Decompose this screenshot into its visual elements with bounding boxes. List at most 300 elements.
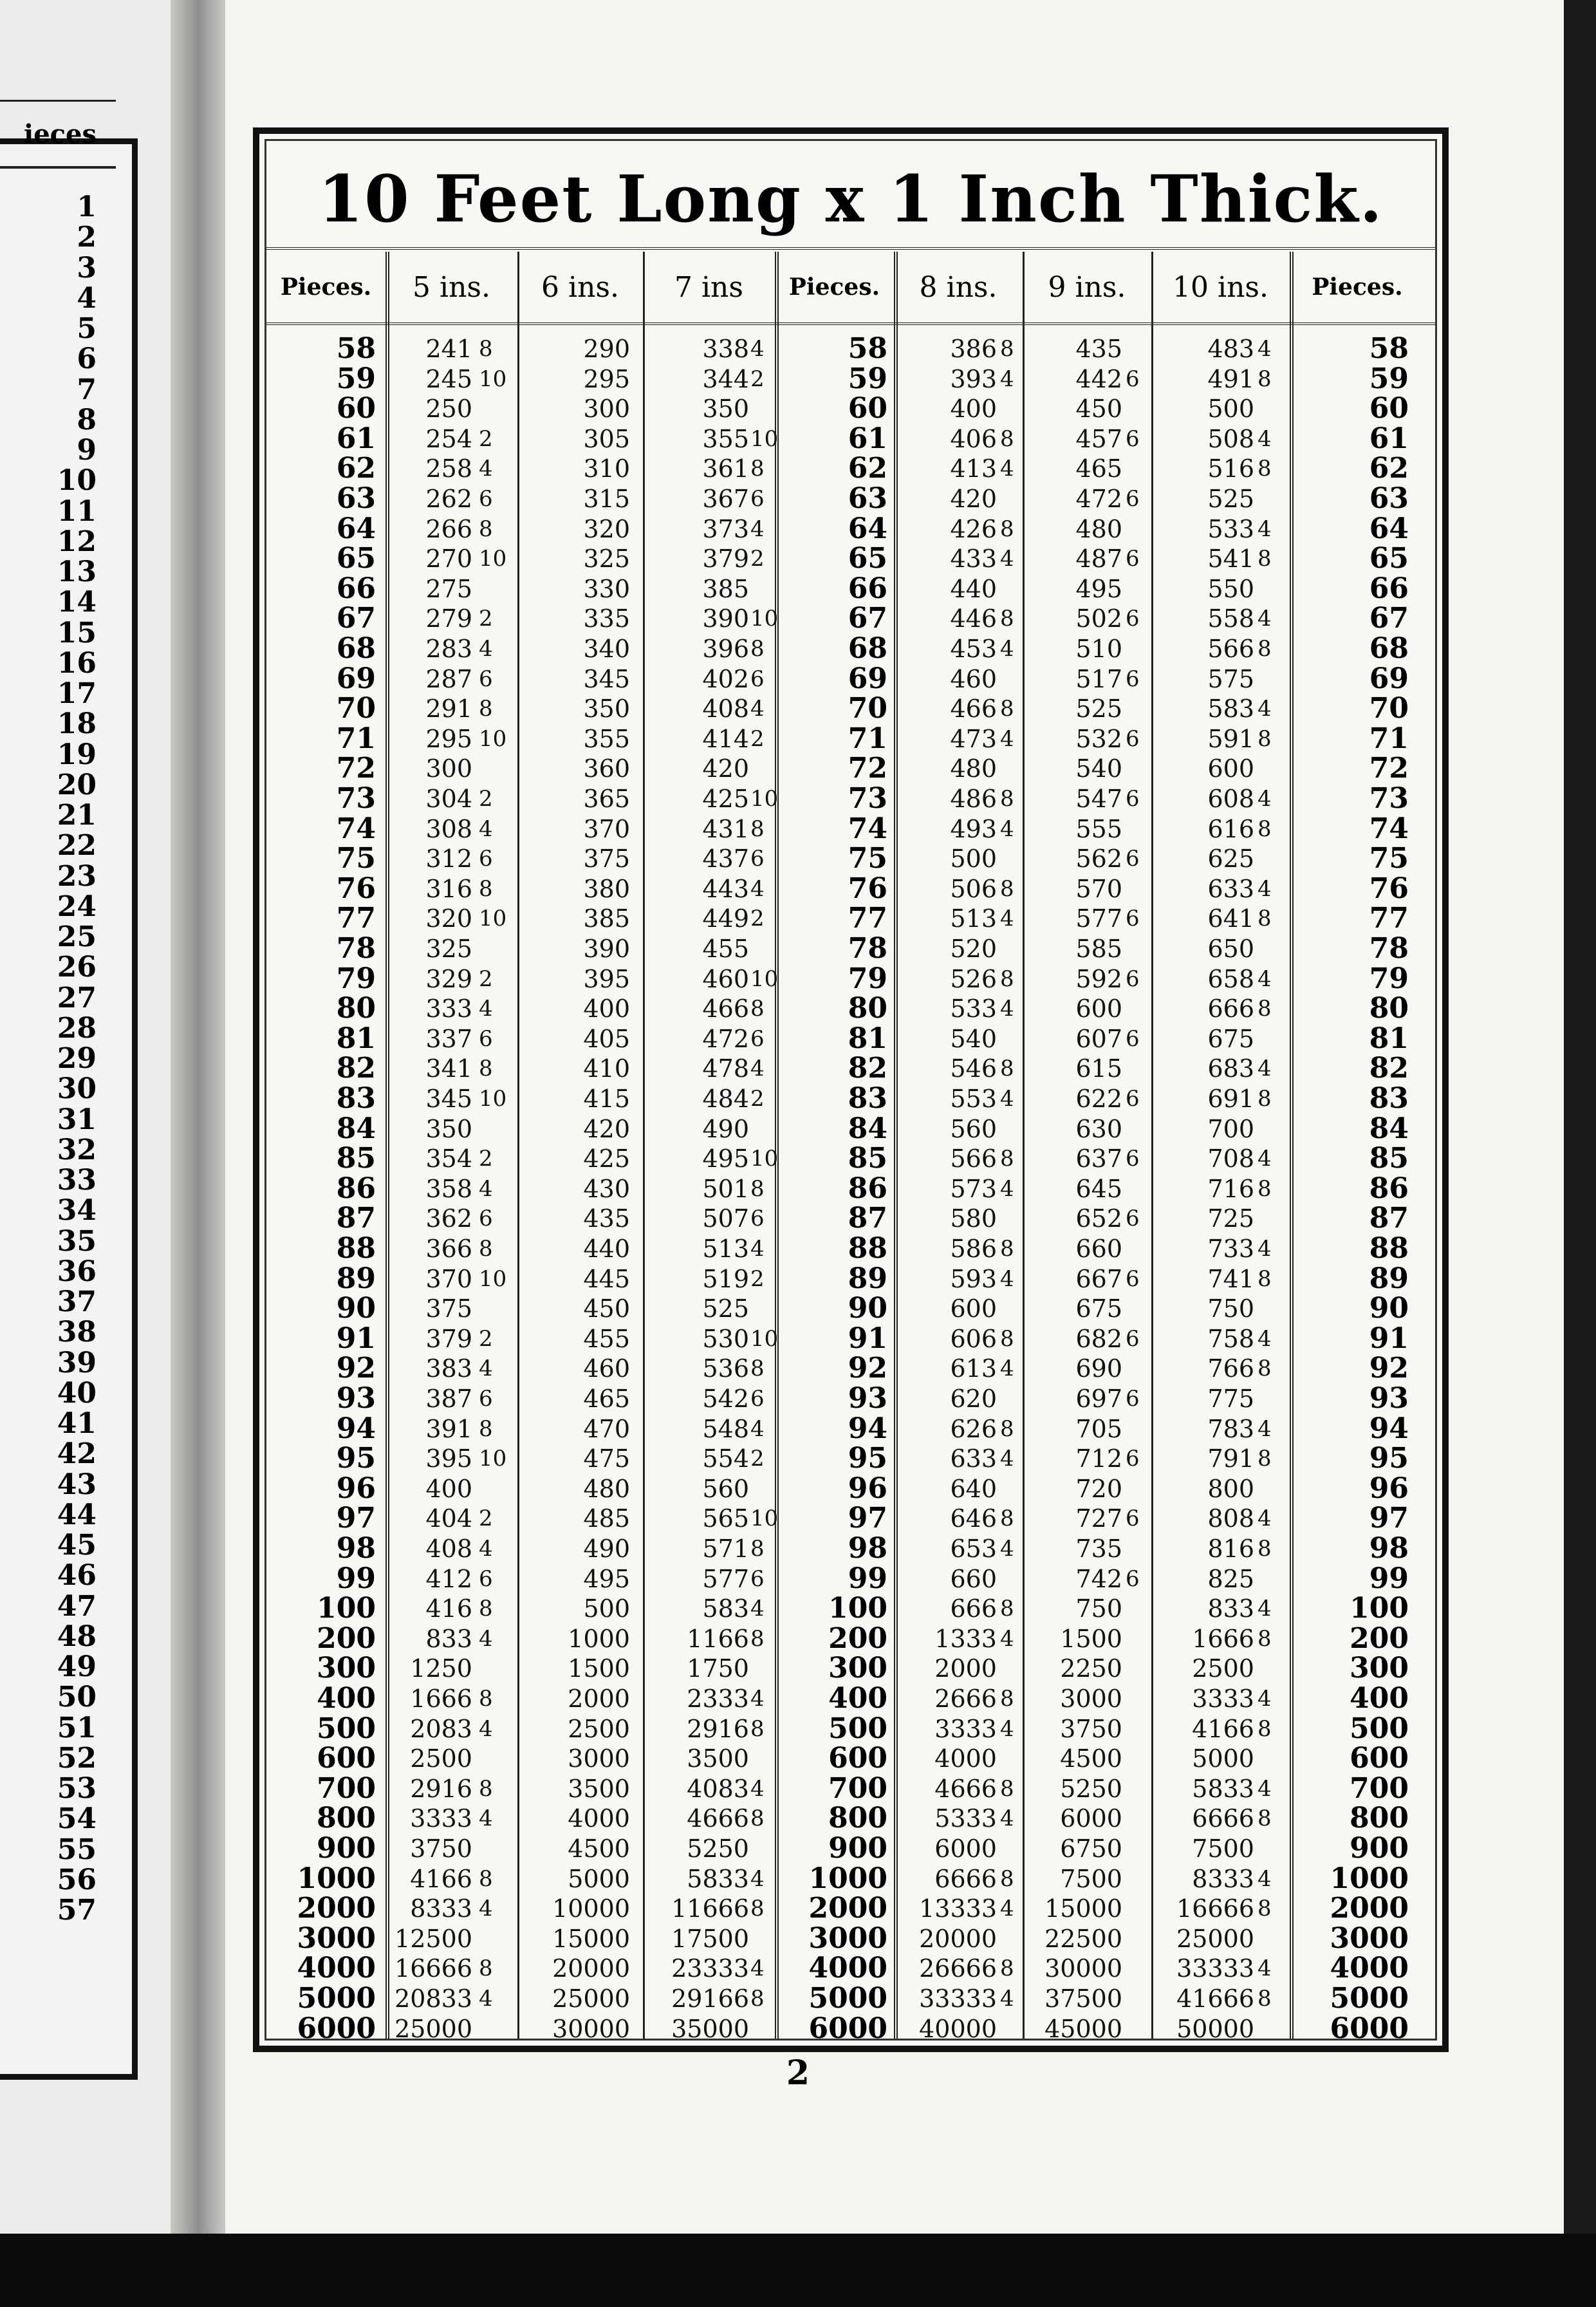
left-pieces-number: 34 — [57, 1194, 97, 1228]
feet-cell: 35000 — [671, 2014, 749, 2043]
inches-cell: 4 — [1000, 1356, 1014, 1382]
pieces-cell: 90 — [336, 1292, 376, 1325]
inches-cell: 4 — [750, 1236, 765, 1262]
inches-cell: 4 — [1257, 1686, 1272, 1712]
feet-cell: 20000 — [552, 1954, 630, 1983]
pieces-cell: 78 — [848, 932, 887, 965]
pieces-cell: 95 — [336, 1442, 376, 1475]
pieces-cell: 400 — [317, 1682, 376, 1715]
left-pieces-number: 45 — [57, 1529, 97, 1562]
feet-cell: 340 — [583, 635, 630, 663]
pieces-cell: 80 — [336, 992, 376, 1025]
pieces-cell: 3000 — [297, 1921, 376, 1955]
pieces-cell: 63 — [1369, 482, 1409, 515]
pieces-cell: 91 — [1369, 1322, 1409, 1355]
feet-cell: 622 — [1075, 1085, 1122, 1113]
inches-cell: 6 — [1126, 725, 1140, 752]
feet-cell: 370 — [425, 1264, 472, 1293]
left-pieces-number: 24 — [57, 890, 97, 923]
pieces-cell: 89 — [848, 1262, 887, 1295]
pieces-cell: 87 — [336, 1202, 376, 1235]
inches-cell — [1126, 1354, 1148, 1384]
feet-cell: 2500 — [568, 1714, 630, 1743]
feet-cell: 555 — [1075, 814, 1122, 843]
inches-cell: 2 — [479, 786, 493, 812]
inches-cell: 4 — [1000, 906, 1014, 932]
feet-cell: 380 — [583, 874, 630, 903]
table-row — [266, 1414, 1435, 1444]
book-gutter — [171, 0, 232, 2234]
feet-cell: 433 — [950, 545, 997, 574]
pieces-cell: 95 — [1369, 1442, 1409, 1475]
pieces-cell: 85 — [848, 1142, 887, 1175]
feet-cell: 320 — [425, 904, 472, 933]
feet-cell: 606 — [950, 1324, 997, 1353]
pieces-cell: 99 — [848, 1562, 887, 1595]
inches-cell — [479, 1744, 511, 1774]
inches-cell: 8 — [750, 1356, 765, 1382]
feet-cell: 345 — [583, 664, 630, 693]
feet-cell: 258 — [425, 454, 472, 483]
inches-cell — [1126, 394, 1148, 424]
inches-cell: 4 — [1000, 996, 1014, 1022]
inches-cell — [1126, 1924, 1148, 1954]
table-row — [266, 1621, 1435, 1655]
left-pieces-number: 57 — [57, 1894, 97, 1927]
table-row — [266, 1294, 1435, 1324]
left-pieces-number: 15 — [57, 616, 97, 649]
feet-cell: 690 — [1075, 1354, 1122, 1383]
inches-cell: 4 — [750, 1056, 765, 1082]
feet-cell: 350 — [583, 695, 630, 724]
pieces-cell: 71 — [1369, 722, 1409, 755]
pieces-cell: 500 — [1350, 1712, 1409, 1745]
pieces-cell: 81 — [1369, 1022, 1409, 1055]
left-pieces-number: 48 — [57, 1620, 97, 1653]
feet-cell: 516 — [1207, 454, 1254, 483]
pieces-cell: 90 — [1369, 1292, 1409, 1325]
pieces-cell: 74 — [1369, 812, 1409, 845]
feet-cell: 3500 — [568, 1774, 630, 1803]
inches-cell — [479, 394, 511, 424]
feet-cell: 4000 — [568, 1804, 630, 1833]
left-pieces-number: 10 — [57, 464, 97, 498]
feet-cell: 325 — [583, 545, 630, 574]
feet-cell: 495 — [702, 1144, 749, 1173]
pieces-cell: 800 — [1350, 1802, 1409, 1835]
pieces-cell: 71 — [848, 722, 887, 755]
inches-cell: 6 — [1126, 486, 1140, 512]
feet-cell: 2666 — [934, 1685, 997, 1713]
feet-cell: 652 — [1075, 1204, 1122, 1233]
feet-cell: 586 — [950, 1235, 997, 1263]
inches-cell: 6 — [750, 846, 765, 872]
feet-cell: 430 — [583, 1174, 630, 1203]
pieces-cell: 61 — [336, 422, 376, 455]
table-row — [266, 484, 1435, 514]
inches-cell — [1000, 1654, 1023, 1684]
inches-cell: 8 — [1000, 875, 1014, 902]
inches-cell: 8 — [1000, 425, 1014, 452]
pieces-cell: 64 — [1369, 512, 1409, 545]
feet-cell: 338 — [702, 335, 749, 363]
inches-cell: 4 — [1000, 1086, 1014, 1112]
feet-cell: 5250 — [1060, 1774, 1122, 1803]
feet-cell: 833 — [425, 1624, 472, 1653]
feet-cell: 406 — [950, 424, 997, 453]
feet-cell: 279 — [425, 604, 472, 633]
inches-cell — [1126, 1594, 1148, 1624]
inches-cell — [750, 1834, 773, 1864]
inches-cell: 4 — [750, 1775, 765, 1802]
inches-cell — [1126, 1624, 1148, 1654]
pieces-cell: 93 — [1369, 1382, 1409, 1415]
feet-cell: 641 — [1207, 904, 1254, 933]
feet-cell: 620 — [950, 1385, 997, 1413]
column-header: 6 ins. — [541, 270, 619, 304]
feet-cell: 1500 — [568, 1654, 630, 1683]
inches-cell: 4 — [479, 1896, 493, 1922]
feet-cell: 15000 — [552, 1924, 630, 1953]
inches-cell: 8 — [1257, 1086, 1272, 1112]
inches-cell — [750, 1654, 773, 1684]
inches-cell: 10 — [750, 425, 779, 452]
feet-cell: 683 — [1207, 1054, 1254, 1083]
pieces-cell: 900 — [1350, 1832, 1409, 1865]
feet-cell: 396 — [702, 635, 749, 663]
inches-cell: 6 — [479, 666, 493, 692]
inches-cell: 4 — [479, 1356, 493, 1382]
table-row — [266, 394, 1435, 424]
feet-cell: 385 — [702, 574, 749, 603]
feet-cell: 325 — [425, 935, 472, 963]
feet-cell: 11666 — [671, 1894, 749, 1923]
feet-cell: 341 — [425, 1054, 472, 1083]
inches-cell: 4 — [1000, 456, 1014, 482]
feet-cell: 478 — [702, 1054, 749, 1083]
inches-cell: 8 — [1257, 1715, 1272, 1742]
feet-cell: 362 — [425, 1204, 472, 1233]
inches-cell: 8 — [1257, 1896, 1272, 1922]
feet-cell: 480 — [950, 754, 997, 783]
feet-cell: 525 — [702, 1294, 749, 1323]
feet-cell: 697 — [1075, 1385, 1122, 1413]
feet-cell: 472 — [1075, 485, 1122, 513]
feet-cell: 437 — [702, 845, 749, 873]
inches-cell: 8 — [1000, 1775, 1014, 1802]
feet-cell: 633 — [950, 1444, 997, 1473]
inches-cell — [479, 1474, 511, 1504]
table-row — [266, 664, 1435, 695]
pieces-cell: 92 — [848, 1352, 887, 1385]
table-row — [266, 424, 1435, 454]
pieces-cell: 90 — [848, 1292, 887, 1325]
pieces-cell: 800 — [317, 1802, 376, 1835]
feet-cell: 415 — [583, 1085, 630, 1113]
feet-cell: 2500 — [410, 1744, 472, 1773]
inches-cell — [1000, 1834, 1023, 1864]
inches-cell — [1000, 484, 1023, 514]
feet-cell: 337 — [425, 1024, 472, 1053]
left-pieces-number: 35 — [57, 1224, 97, 1258]
feet-cell: 615 — [1075, 1054, 1122, 1083]
inches-cell: 2 — [750, 1446, 765, 1472]
inches-cell: 4 — [1000, 1536, 1014, 1562]
feet-cell: 453 — [950, 635, 997, 663]
feet-cell: 487 — [1075, 545, 1122, 574]
left-pieces-number: 40 — [57, 1376, 97, 1410]
left-pieces-number: 29 — [57, 1042, 97, 1075]
inches-cell — [1000, 1384, 1023, 1414]
feet-cell: 391 — [425, 1414, 472, 1443]
feet-cell: 833 — [1207, 1594, 1254, 1623]
left-pieces-number: 41 — [57, 1407, 97, 1440]
table-row — [266, 934, 1435, 964]
feet-cell: 742 — [1075, 1564, 1122, 1593]
feet-cell: 480 — [583, 1474, 630, 1503]
column-header: 7 ins — [674, 270, 743, 304]
inches-cell: 4 — [1257, 1596, 1272, 1622]
inches-cell: 8 — [1257, 725, 1272, 752]
pieces-cell: 73 — [848, 782, 887, 815]
pieces-cell: 6000 — [297, 2012, 376, 2045]
feet-cell: 585 — [1075, 935, 1122, 963]
left-pieces-number: 43 — [57, 1468, 97, 1501]
feet-cell: 675 — [1075, 1294, 1122, 1323]
feet-cell: 3750 — [410, 1835, 472, 1863]
inches-cell — [479, 2014, 511, 2044]
pieces-cell: 86 — [848, 1172, 887, 1205]
feet-cell: 473 — [950, 724, 997, 753]
feet-cell: 507 — [702, 1204, 749, 1233]
feet-cell: 791 — [1207, 1444, 1254, 1473]
inches-cell — [1126, 1714, 1148, 1744]
pieces-cell: 80 — [1369, 992, 1409, 1025]
left-pieces-number: 12 — [57, 525, 97, 558]
inches-cell — [1257, 1114, 1283, 1144]
feet-cell: 3333 — [410, 1804, 472, 1833]
inches-cell: 6 — [1126, 1565, 1140, 1592]
inches-cell: 4 — [750, 516, 765, 542]
feet-cell: 50000 — [1176, 2014, 1254, 2043]
pieces-cell: 97 — [848, 1502, 887, 1535]
pieces-cell: 6000 — [1330, 2012, 1409, 2045]
pieces-cell: 77 — [848, 902, 887, 935]
inches-cell: 8 — [479, 1956, 493, 1982]
pieces-cell: 66 — [1369, 572, 1409, 605]
table-row — [266, 1114, 1435, 1144]
feet-cell: 400 — [583, 995, 630, 1023]
feet-cell: 4500 — [1060, 1744, 1122, 1773]
feet-cell: 607 — [1075, 1024, 1122, 1053]
inches-cell: 4 — [750, 1686, 765, 1712]
inches-cell: 8 — [1257, 1986, 1272, 2012]
pieces-cell: 80 — [848, 992, 887, 1025]
pieces-cell: 72 — [848, 752, 887, 785]
table-row — [266, 994, 1435, 1024]
feet-cell: 425 — [583, 1144, 630, 1173]
feet-cell: 40000 — [919, 2014, 997, 2043]
pieces-cell: 81 — [336, 1022, 376, 1055]
inches-cell: 4 — [479, 1715, 493, 1742]
pieces-cell: 82 — [336, 1052, 376, 1085]
column-header: Pieces. — [788, 274, 880, 301]
left-pieces-number: 4 — [77, 281, 97, 315]
inches-cell: 4 — [1000, 1266, 1014, 1292]
pieces-cell: 88 — [336, 1232, 376, 1265]
pieces-cell: 61 — [848, 422, 887, 455]
inches-cell: 4 — [479, 996, 493, 1022]
feet-cell: 25000 — [394, 2014, 472, 2043]
feet-cell: 241 — [425, 335, 472, 363]
pieces-cell: 84 — [336, 1112, 376, 1145]
table-row — [266, 1771, 1435, 1805]
feet-cell: 375 — [425, 1294, 472, 1323]
feet-cell: 501 — [702, 1174, 749, 1203]
feet-cell: 727 — [1075, 1504, 1122, 1533]
feet-cell: 355 — [583, 724, 630, 753]
inches-cell: 4 — [1257, 786, 1272, 812]
inches-cell: 10 — [479, 366, 507, 392]
feet-cell: 583 — [1207, 695, 1254, 724]
inches-cell: 10 — [479, 1446, 507, 1472]
table-row — [266, 844, 1435, 874]
inches-cell: 6 — [750, 1386, 765, 1412]
feet-cell: 390 — [583, 935, 630, 963]
inches-cell — [1126, 934, 1148, 964]
feet-cell: 542 — [702, 1385, 749, 1413]
feet-cell: 304 — [425, 785, 472, 813]
feet-cell: 395 — [583, 964, 630, 993]
feet-cell: 520 — [950, 935, 997, 963]
pieces-cell: 96 — [1369, 1471, 1409, 1505]
feet-cell: 808 — [1207, 1504, 1254, 1533]
feet-cell: 495 — [583, 1564, 630, 1593]
inches-cell: 8 — [479, 1775, 493, 1802]
feet-cell: 613 — [950, 1354, 997, 1383]
feet-cell: 329 — [425, 964, 472, 993]
table-row — [266, 814, 1435, 845]
feet-cell: 33333 — [919, 1985, 997, 2013]
feet-cell: 485 — [583, 1504, 630, 1533]
inches-cell: 6 — [1126, 1386, 1140, 1412]
pieces-cell: 4000 — [297, 1952, 376, 1985]
feet-cell: 625 — [1207, 845, 1254, 873]
pieces-cell: 99 — [1369, 1562, 1409, 1595]
pieces-cell: 100 — [828, 1592, 887, 1625]
table-row — [266, 514, 1435, 545]
pieces-cell: 62 — [1369, 452, 1409, 485]
inches-cell — [1000, 1744, 1023, 1774]
inches-cell — [1257, 1654, 1283, 1684]
left-pieces-number: 8 — [77, 403, 97, 436]
pieces-cell: 91 — [336, 1322, 376, 1355]
feet-cell: 554 — [702, 1444, 749, 1473]
feet-cell: 4166 — [410, 1864, 472, 1893]
inches-cell — [1126, 1834, 1148, 1864]
feet-cell: 367 — [702, 485, 749, 513]
inches-cell: 2 — [750, 1086, 765, 1112]
inches-cell: 8 — [750, 636, 765, 662]
inches-cell — [1257, 484, 1283, 514]
feet-cell: 508 — [1207, 424, 1254, 453]
pieces-cell: 82 — [1369, 1052, 1409, 1085]
inches-cell: 8 — [1257, 366, 1272, 392]
feet-cell: 250 — [425, 395, 472, 424]
inches-cell: 4 — [1257, 875, 1272, 902]
feet-cell: 345 — [425, 1085, 472, 1113]
feet-cell: 2916 — [410, 1774, 472, 1803]
inches-cell — [1000, 1924, 1023, 1954]
feet-cell: 800 — [1207, 1474, 1254, 1503]
inches-cell: 8 — [1000, 1415, 1014, 1442]
left-pieces-number: 50 — [57, 1681, 97, 1714]
pieces-cell: 76 — [336, 872, 376, 905]
pieces-cell: 4000 — [808, 1952, 887, 1985]
inches-cell: 8 — [1257, 906, 1272, 932]
feet-cell: 291 — [425, 695, 472, 724]
inches-cell — [1126, 994, 1148, 1024]
inches-cell: 8 — [750, 1536, 765, 1562]
feet-cell: 592 — [1075, 964, 1122, 993]
pieces-cell: 5000 — [808, 1982, 887, 2015]
feet-cell: 8333 — [410, 1894, 472, 1923]
inches-cell — [1126, 874, 1148, 904]
inches-cell: 4 — [479, 816, 493, 842]
pieces-cell: 78 — [336, 932, 376, 965]
feet-cell: 500 — [583, 1594, 630, 1623]
feet-cell: 593 — [950, 1264, 997, 1293]
feet-cell: 386 — [950, 335, 997, 363]
inches-cell: 4 — [1257, 606, 1272, 632]
pieces-cell: 94 — [1369, 1412, 1409, 1445]
feet-cell: 1666 — [410, 1685, 472, 1713]
inches-cell: 10 — [479, 546, 507, 572]
pieces-cell: 85 — [1369, 1142, 1409, 1175]
inches-cell — [1126, 1234, 1148, 1264]
inches-cell — [1000, 2014, 1023, 2044]
inches-cell: 4 — [750, 1865, 765, 1892]
feet-cell: 546 — [950, 1054, 997, 1083]
feet-cell: 20000 — [919, 1924, 997, 1953]
inches-cell: 6 — [1126, 366, 1140, 392]
pieces-cell: 100 — [1350, 1592, 1409, 1625]
inches-cell: 8 — [1000, 1325, 1014, 1352]
table-row — [266, 1444, 1435, 1474]
feet-cell: 705 — [1075, 1414, 1122, 1443]
feet-cell: 2083 — [410, 1714, 472, 1743]
pieces-cell: 97 — [336, 1502, 376, 1535]
inches-cell: 8 — [1000, 336, 1014, 362]
feet-cell: 7500 — [1192, 1835, 1254, 1863]
pieces-cell: 66 — [848, 572, 887, 605]
inches-cell: 8 — [750, 1715, 765, 1742]
feet-cell: 275 — [425, 574, 472, 603]
feet-cell: 532 — [1075, 724, 1122, 753]
inches-cell: 4 — [1000, 1896, 1014, 1922]
feet-cell: 616 — [1207, 814, 1254, 843]
feet-cell: 540 — [1075, 754, 1122, 783]
feet-cell: 333 — [425, 995, 472, 1023]
feet-cell: 484 — [702, 1085, 749, 1113]
feet-cell: 4083 — [687, 1774, 749, 1803]
pieces-cell: 85 — [336, 1142, 376, 1175]
feet-cell: 1750 — [687, 1654, 749, 1683]
inches-cell: 4 — [1257, 1956, 1272, 1982]
feet-cell: 725 — [1207, 1204, 1254, 1233]
pieces-cell: 69 — [336, 662, 376, 695]
feet-cell: 370 — [583, 814, 630, 843]
